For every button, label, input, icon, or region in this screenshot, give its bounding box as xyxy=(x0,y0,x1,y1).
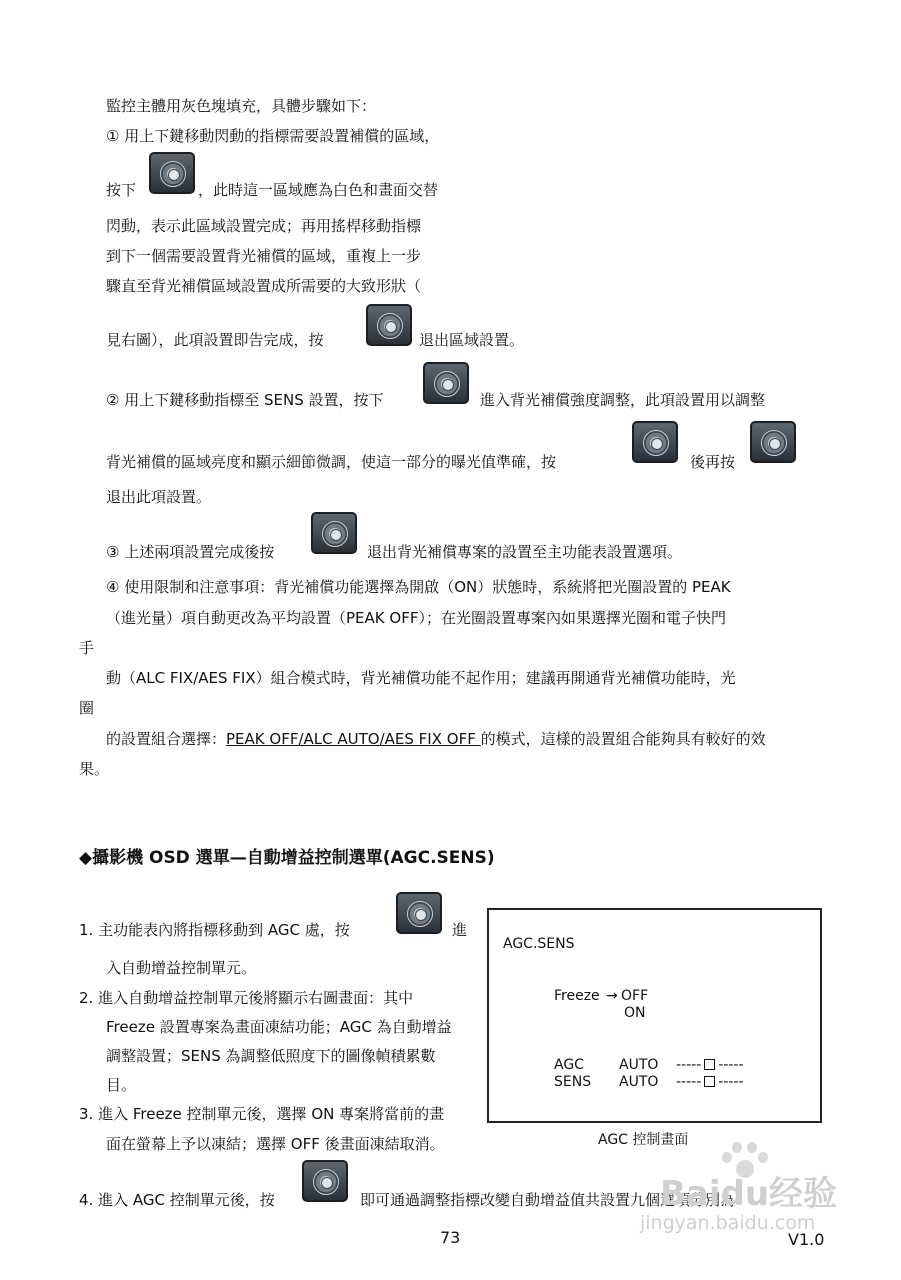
joystick-button-icon xyxy=(632,421,678,463)
step2-line1b: 進入背光補償強度調整，此項設置用以調整 xyxy=(480,391,766,409)
joystick-button-icon xyxy=(750,421,796,463)
step2-line2a: 背光補償的區域亮度和顯示細節微調，使這一部分的曝光值準確，按 xyxy=(106,453,557,471)
step4-line7: 果。 xyxy=(79,760,110,778)
slider-marker-icon xyxy=(704,1076,715,1087)
step1-line6b: 退出區域設置。 xyxy=(419,331,525,349)
step1-line3: 閃動，表示此區域設置完成；再用搖桿移動指標 xyxy=(106,217,422,235)
item1-line2: 入自動增益控制單元。 xyxy=(106,959,257,977)
step4-line1: ④ 使用限制和注意事項：背光補償功能選擇為開啟（ON）狀態時，系統將把光圈設置的 PEAK xyxy=(106,578,731,596)
step2-line3: 退出此項設置。 xyxy=(106,488,212,506)
step1-line5: 驟直至背光補償區域設置成所需要的大致形狀（ xyxy=(106,277,422,295)
item4-line-b: 即可通過調整指標改變自動增益值共設置九個選項分別為 xyxy=(360,1191,736,1209)
osd-sens-slider: ----- ----- xyxy=(676,1074,744,1090)
step1-line2b: ，此時這一區域應為白色和畫面交替 xyxy=(198,181,439,199)
watermark-url: jingyan.baidu.com xyxy=(640,1212,816,1234)
slider-marker-icon xyxy=(704,1059,715,1070)
agc-osd-screen xyxy=(487,908,822,1123)
step1-line6a: 見右圖），此項設置即告完成，按 xyxy=(106,331,324,349)
step2-line1a: ② 用上下鍵移動指標至 SENS 設置，按下 xyxy=(106,391,384,409)
osd-agc-label: AGC xyxy=(554,1057,584,1073)
item2-line2: Freeze 設置專案為畫面凍結功能；AGC 為自動增益 xyxy=(106,1018,452,1036)
item2-line4: 目。 xyxy=(106,1076,137,1094)
step4-line6-suffix: 的模式，這樣的設置組合能夠具有較好的效 xyxy=(480,730,766,748)
joystick-button-icon xyxy=(302,1160,348,1202)
item3-line1: 3. 進入 Freeze 控制單元後，選擇 ON 專案將當前的畫 xyxy=(79,1105,445,1123)
joystick-button-icon xyxy=(423,362,469,404)
item2-line3: 調整設置；SENS 為調整低照度下的圖像幀積累數 xyxy=(106,1047,436,1065)
step2-line2b: 後再按 xyxy=(690,453,736,471)
osd-title: AGC.SENS xyxy=(503,936,575,952)
watermark-brand: Baidu经验 xyxy=(660,1174,838,1214)
item4-line-a: 4. 進入 AGC 控制單元後，按 xyxy=(79,1191,275,1209)
osd-agc-value: AUTO xyxy=(619,1057,659,1073)
item1-line1b: 進 xyxy=(452,921,468,939)
osd-freeze-label: Freeze xyxy=(554,988,600,1004)
page-number: 73 xyxy=(440,1228,461,1247)
section-heading: ◆攝影機 OSD 選單—自動增益控制選單(AGC.SENS) xyxy=(79,848,495,868)
intro-text: 監控主體用灰色塊填充，具體步驟如下： xyxy=(106,97,377,115)
osd-sens-label: SENS xyxy=(554,1074,592,1090)
joystick-button-icon xyxy=(396,892,442,934)
osd-cursor-arrow-icon: → xyxy=(606,988,618,1004)
step3-line-a: ③ 上述兩項設置完成後按 xyxy=(106,543,275,561)
step4-line6 xyxy=(106,729,766,749)
step4-line3: 手 xyxy=(79,639,95,657)
step4-line2: （進光量）項自動更改為平均設置（PEAK OFF）；在光圈設置專案內如果選擇光圈和電子快門 xyxy=(106,609,726,627)
step1-line1: ① 用上下鍵移動閃動的指標需要設置補償的區域， xyxy=(106,127,440,145)
osd-freeze-on: ON xyxy=(624,1005,646,1021)
osd-sens-value: AUTO xyxy=(619,1074,659,1090)
step3-line-b: 退出背光補償專案的設置至主功能表設置選項。 xyxy=(367,543,683,561)
step4-line4: 動（ALC FIX/AES FIX）組合模式時，背光補償功能不起作用；建議再開通背光補償功能時，光 xyxy=(106,669,736,687)
osd-agc-slider: ----- ----- xyxy=(676,1057,744,1073)
joystick-button-icon xyxy=(366,304,412,346)
step4-line5: 圈 xyxy=(79,699,95,717)
recommended-setting: PEAK OFF/ALC AUTO/AES FIX OFF xyxy=(226,730,481,748)
joystick-button-icon xyxy=(311,512,357,554)
item2-line1: 2. 進入自動增益控制單元後將顯示右圖畫面：其中 xyxy=(79,989,414,1007)
item3-line2: 面在螢幕上予以凍結；選擇 OFF 後畫面凍結取消。 xyxy=(106,1135,445,1153)
version-label: V1.0 xyxy=(788,1230,825,1249)
step1-line2a: 按下 xyxy=(106,181,137,199)
joystick-button-icon xyxy=(149,152,195,194)
step1-line4: 到下一個需要設置背光補償的區域，重複上一步 xyxy=(106,247,422,265)
step4-line6-prefix: 的設置組合選擇： xyxy=(106,730,227,748)
item1-line1a: 1. 主功能表內將指標移動到 AGC 處，按 xyxy=(79,921,350,939)
osd-caption: AGC 控制畫面 xyxy=(598,1132,689,1148)
osd-freeze-off: OFF xyxy=(621,988,649,1004)
